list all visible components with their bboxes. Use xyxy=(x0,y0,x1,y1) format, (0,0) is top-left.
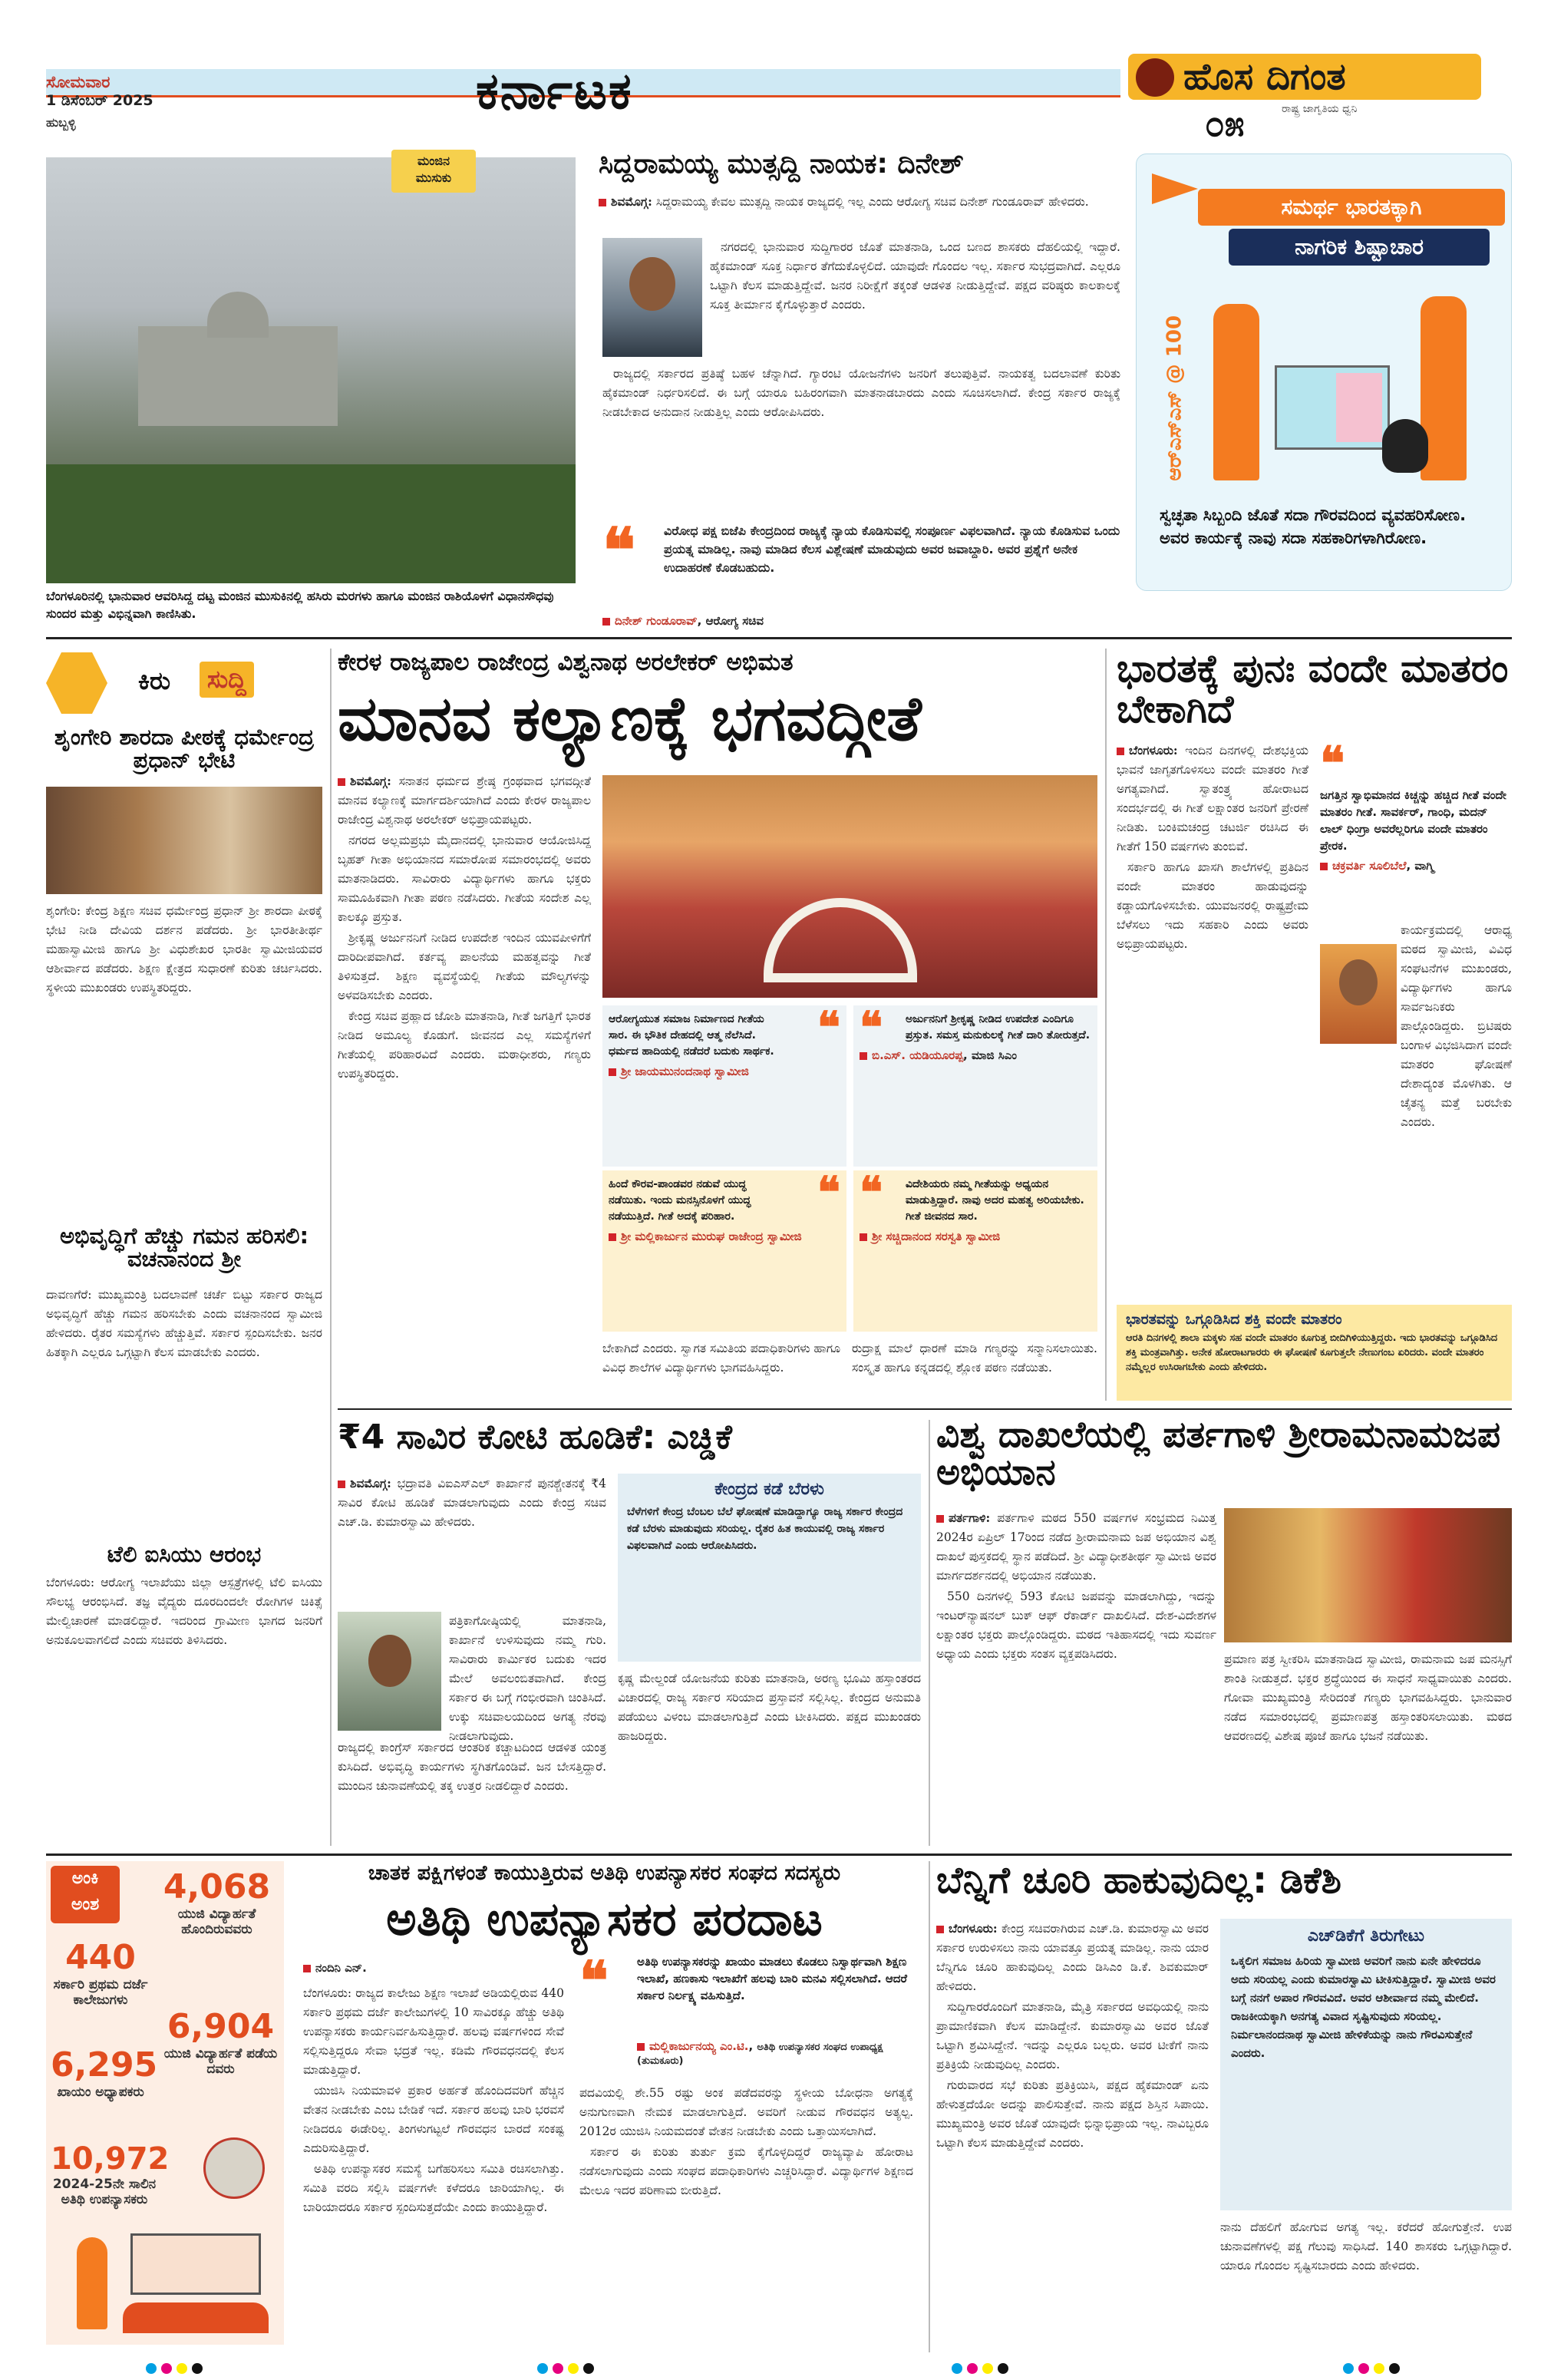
classroom-illustration xyxy=(54,2230,276,2337)
gita-p1: ಸನಾತನ ಧರ್ಮದ ಶ್ರೇಷ್ಠ ಗ್ರಂಥವಾದ ಭಗವದ್ಗೀತೆ ಮಾನವ ಕಲ್ಯಾಣಕ್ಕೆ ಮಾರ್ಗದರ್ಶಿಯಾಗಿದೆ ಎಂದು ಕೇರಳ ರಾಜ್ಯಪಾಲ ರಾಜೇಂದ್ರ ವಿಶ್ವನಾಥ ಅರಲೇಕರ್ ಅಭಿಪ್ರಾಯಪಟ್ಟರು. xyxy=(338,774,591,827)
dks-headline: ಬೆನ್ನಿಗೆ ಚೂರಿ ಹಾಕುವುದಿಲ್ಲ: ಡಿಕೆಶಿ xyxy=(936,1859,1341,1902)
guest-quote-text: ಅತಿಥಿ ಉಪನ್ಯಾಸಕರನ್ನು ಖಾಯಂ ಮಾಡಲು ಕೊಡಲು ನಿಸ್ವಾರ್ಥವಾಗಿ ಶಿಕ್ಷಣ ಇಲಾಖೆ, ಹಣಕಾಸು ಇಲಾಖೆಗೆ ಹಲವು ಬಾರಿ ಮನವಿ ಸಲ್ಲಿಸಲಾಗಿದೆ. ಆದರೆ ಸರ್ಕಾರ ನಿರ್ಲಕ್ಷ್ಯ ವಹಿಸುತ್ತಿದೆ. xyxy=(637,1955,908,2002)
hdk-p3: ರಾಜ್ಯದಲ್ಲಿ ಕಾಂಗ್ರೆಸ್ ಸರ್ಕಾರದ ಆಂತರಿಕ ಕಚ್ಚಾಟದಿಂದ ಆಡಳಿತ ಯಂತ್ರ ಕುಸಿದಿದೆ. ಅಭಿವೃದ್ಧಿ ಕಾರ್ಯಗಳು ಸ್ಥಗಿತಗೊಂಡಿವೆ. ಜನ ಬೇಸತ್ತಿದ್ದಾರೆ. ಮುಂದಿನ ಚುನಾವಣೆಯಲ್ಲಿ ತಕ್ಕ ಉತ್ತರ ನೀಡಲಿದ್ದಾರೆ ಎಂದರು. xyxy=(338,1741,606,1793)
kiru-col-2 xyxy=(46,1286,322,1535)
dinesh-quote-block xyxy=(602,514,1120,641)
kiru-a: ಕಿರು xyxy=(138,666,171,695)
portugal-headline: ವಿಶ್ವ ದಾಖಲೆಯಲ್ಲಿ ಪರ್ತಗಾಳಿ ಶ್ರೀರಾಮನಾಮಜಪ ಅಭಿಯಾನ xyxy=(936,1414,1501,1494)
vande-quote-text: ಜಗತ್ತಿನ ಸ್ವಾಭಿಮಾನದ ಕಿಚ್ಚನ್ನು ಹಚ್ಚಿದ ಗೀತೆ ವಂದೇ ಮಾತರಂ ಗೀತೆ. ಸಾವರ್ಕರ್, ಗಾಂಧಿ, ಮದನ್ ಲಾಲ್ ಧಿಂಗ್ರಾ ಅವರೆಲ್ಲರಿಗೂ ವಂದೇ ಮಾತರಂ ಪ್ರೇರಕ. xyxy=(1320,788,1506,853)
kiru-icon xyxy=(46,652,107,714)
dinesh-lead xyxy=(599,192,1120,213)
portugal-dateline: ಪರ್ತಗಾಳಿ: xyxy=(949,1510,991,1525)
hdk-headline: ₹4 ಸಾವಿರ ಕೋಟಿ ಹೂಡಿಕೆ: ಎಚ್ಡಿಕೆ xyxy=(338,1418,732,1457)
kiru-col-3 xyxy=(46,1573,322,1830)
gita-kicker: ಕೇರಳ ರಾಜ್ಯಪಾಲ ರಾಜೇಂದ್ರ ವಿಶ್ವನಾಥ ಅರಲೇಕರ್ ಅಭಿಮತ xyxy=(338,649,794,676)
teacher-icon xyxy=(77,2237,107,2329)
stat-1-num: 4,068 xyxy=(163,1867,271,1906)
campaign-title-1: ಸಮರ್ಥ ಭಾರತಕ್ಕಾಗಿ xyxy=(1198,189,1505,226)
quote-icon: ❝ xyxy=(602,514,636,586)
portrait-face xyxy=(629,257,675,311)
gita-p2: ನಗರದ ಅಲ್ಲಮಪ್ರಭು ಮೈದಾನದಲ್ಲಿ ಭಾನುವಾರ ಆಯೋಜಿಸಿದ್ದ ಬೃಹತ್ ಗೀತಾ ಅಭಿಯಾನದ ಸಮಾರೋಪ ಸಮಾರಂಭದಲ್ಲಿ ಅವರು ಮಾತನಾಡಿದರು. ಸಾವಿರಾರು ವಿದ್ಯಾರ್ಥಿಗಳು ಹಾಗೂ ಭಕ್ತರು ಸಾಮೂಹಿಕವಾಗಿ ಗೀತಾ ಪಠಣ ನಡೆಸಿದರು. ಗೀತೆಯ ಸಂದೇಶ ಎಲ್ಲ ಕಾಲಕ್ಕೂ ಪ್ರಸ್ತುತ. xyxy=(338,833,591,924)
dinesh-quote-by: ದಿನೇಶ್ ಗುಂಡೂರಾವ್, ಆರೋಗ್ಯ ಸಚಿವ xyxy=(602,614,764,628)
hdk-dateline: ಶಿವಮೊಗ್ಗ: xyxy=(350,1476,391,1490)
kiru-p3: ಬೆಂಗಳೂರು: ಆರೋಗ್ಯ ಇಲಾಖೆಯು ಜಿಲ್ಲಾ ಆಸ್ಪತ್ರೆಗಳಲ್ಲಿ ಟೆಲಿ ಐಸಿಯು ಸೌಲಭ್ಯ ಆರಂಭಿಸಿದೆ. ತಜ್ಞ ವೈದ್ಯರು ದೂರದಿಂದಲೇ ರೋಗಿಗಳ ಚಿಕಿತ್ಸೆ ಮೇಲ್ವಿಚಾರಣೆ ಮಾಡಲಿದ್ದಾರೆ. ಇದರಿಂದ ಗ್ರಾಮೀಣ ಭಾಗದ ಜನರಿಗೆ ಅನುಕೂಲವಾಗಲಿದೆ ಎಂದು ಸಚಿವರು ತಿಳಿಸಿದರು. xyxy=(46,1576,322,1647)
hdk-face xyxy=(368,1635,411,1687)
guest-p3: ಅತಿಥಿ ಉಪನ್ಯಾಸಕರ ಸಮಸ್ಯೆ ಬಗೆಹರಿಸಲು ಸಮಿತಿ ರಚಿಸಲಾಗಿತ್ತು. ಸಮಿತಿ ವರದಿ ಸಲ್ಲಿಸಿ ವರ್ಷಗಳೇ ಕಳೆದರೂ ಜಾರಿಯಾಗಿಲ್ಲ. ಈ ಬಾರಿಯಾದರೂ ಸರ್ಕಾರ ಸ್ಪಂದಿಸುತ್ತದೆಯೇ ಎಂದು ಕಾಯುತ್ತಿದ್ದಾರೆ. xyxy=(303,2162,564,2214)
cleaner-man-icon xyxy=(1213,304,1259,480)
stat-2-label: ಖಾಯಂ ಅಧ್ಯಾಪಕರು xyxy=(57,2085,144,2100)
q2-icon: ❝ xyxy=(860,1002,883,1053)
gita-q2-box xyxy=(853,1002,1097,1167)
vande-p2: ಸರ್ಕಾರಿ ಹಾಗೂ ಖಾಸಗಿ ಶಾಲೆಗಳಲ್ಲಿ ಪ್ರತಿದಿನ ವಂದೇ ಮಾತರಂ ಹಾಡುವುದನ್ನು ಕಡ್ಡಾಯಗೊಳಿಸಬೇಕು. ಯುವಜನರಲ್ಲಿ ರಾಷ್ಟ್ರಪ್ರೇಮ ಬೆಳೆಸಲು ಇದು ಸಹಕಾರಿ ಎಂದು ಅವರು ಅಭಿಪ್ರಾಯಪಟ್ಟರು. xyxy=(1117,860,1308,951)
vande-col-2 xyxy=(1320,921,1512,1301)
sringeri-photo xyxy=(46,787,322,894)
gita-col-1 xyxy=(338,771,591,1335)
kiru-b: ಸುದ್ದಿ xyxy=(200,662,254,698)
stat-3 xyxy=(161,2007,280,2077)
flag-icon xyxy=(1152,173,1198,204)
vrule-left xyxy=(330,649,332,1846)
gita-q4-box xyxy=(853,1167,1097,1332)
hdk-col-2 xyxy=(449,1612,606,1743)
vande-headline: ಭಾರತಕ್ಕೆ ಪುನಃ ವಂದೇ ಮಾತರಂ ಬೇಕಾಗಿದೆ xyxy=(1117,646,1509,731)
gita-dateline: ಶಿವಮೊಗ್ಗ: xyxy=(350,774,391,788)
dinesh-p3: ರಾಜ್ಯದಲ್ಲಿ ಸರ್ಕಾರದ ಪ್ರತಿಷ್ಠೆ ಬಹಳ ಚೆನ್ನಾಗಿದೆ. ಗ್ಯಾರಂಟಿ ಯೋಜನೆಗಳು ಜನರಿಗೆ ತಲುಪುತ್ತಿವೆ. ನಾಯಕತ್ವ ಬದಲಾವಣೆ ಕುರಿತು ಹೈಕಮಾಂಡ್ ನಿರ್ಧರಿಸಲಿದೆ. ಈ ಬಗ್ಗೆ ಯಾರೂ ಬಹಿರಂಗವಾಗಿ ಮಾತನಾಡಬಾರದು ಎಂದು ಸೂಚಿಸಲಾಗಿದೆ. ಕೇಂದ್ರ ಸರ್ಕಾರ ರಾಜ್ಯಕ್ಕೆ ನೀಡಬೇಕಾದ ಅನುದಾನ ನೀಡುತ್ತಿಲ್ಲ ಎಂದು ಆರೋಪಿಸಿದರು. xyxy=(602,367,1120,419)
guest-col-1 xyxy=(303,1984,564,2356)
kiru-p1: ಶೃಂಗೇರಿ: ಕೇಂದ್ರ ಶಿಕ್ಷಣ ಸಚಿವ ಧರ್ಮೇಂದ್ರ ಪ್ರಧಾನ್ ಶ್ರೀ ಶಾರದಾ ಪೀಠಕ್ಕೆ ಭೇಟಿ ನೀಡಿ ದೇವಿಯ ದರ್ಶನ ಪಡೆದರು. ಶ್ರೀ ಭಾರತೀತೀರ್ಥ ಮಹಾಸ್ವಾಮೀಜಿ ಹಾಗೂ ಶ್ರೀ ವಿಧುಶೇಖರ ಭಾರತೀ ಸ್ವಾಮೀಜಿಯವರ ಆಶೀರ್ವಾದ ಪಡೆದರು. ಶಿಕ್ಷಣ ಕ್ಷೇತ್ರದ ಸುಧಾರಣೆ ಕುರಿತು ಚರ್ಚಿಸಿದರು. ಸ್ಥಳೀಯ ಮುಖಂಡರು ಉಪಸ್ಥಿತರಿದ್ದರು. xyxy=(46,904,322,995)
stat-2 xyxy=(51,2045,158,2100)
masthead-city: ಹುಬ್ಬಳ್ಳಿ xyxy=(46,115,76,130)
dinesh-body xyxy=(710,238,1120,361)
dinesh-dateline: ಶಿವಮೊಗ್ಗ: xyxy=(611,194,652,209)
kiru-h2: ಅಭಿವೃದ್ಧಿಗೆ ಹೆಚ್ಚು ಗಮನ ಹರಿಸಲಿ: ವಚನಾನಂದ ಶ್ರೀ xyxy=(59,1223,309,1273)
q3-icon: ❝ xyxy=(817,1167,840,1218)
students-icon xyxy=(123,2302,269,2333)
campaign-text: ಸ್ವಚ್ಛತಾ ಸಿಬ್ಬಂದಿ ಜೊತೆ ಸದಾ ಗೌರವದಿಂದ ವ್ಯವಹರಿಸೋಣ. ಅವರ ಕಾರ್ಯಕ್ಕೆ ನಾವು ಸದಾ ಸಹಕಾರಿಗಳಾಗಿರೋಣ. xyxy=(1160,506,1467,547)
gita-q2: ಅರ್ಜುನನಿಗೆ ಶ್ರೀಕೃಷ್ಣ ನೀಡಿದ ಉಪದೇಶ ಎಂದಿಗೂ ಪ್ರಸ್ತುತ. ಸಮಸ್ತ ಮನುಕುಲಕ್ಕೆ ಗೀತೆ ದಾರಿ ತೋರುತ್ತದೆ. xyxy=(906,1013,1091,1041)
vrule-mid xyxy=(1105,649,1107,1401)
gita-col-5 xyxy=(602,1339,840,1401)
gita-p4: ಕೇಂದ್ರ ಸಚಿವ ಪ್ರಹ್ಲಾದ ಜೋಶಿ ಮಾತನಾಡಿ, ಗೀತೆ ಜಗತ್ತಿಗೆ ಭಾರತ ನೀಡಿದ ಅಮೂಲ್ಯ ಕೊಡುಗೆ. ಜೀವನದ ಎಲ್ಲ ಸಮಸ್ಯೆಗಳಿಗೆ ಗೀತೆಯಲ್ಲಿ ಪರಿಹಾರವಿದೆ ಎಂದರು. ಮಠಾಧೀಶರು, ಗಣ್ಯರು ಉಪಸ್ಥಿತರಿದ್ದರು. xyxy=(338,1009,591,1081)
stat-0-label: ಸರ್ಕಾರಿ ಪ್ರಥಮ ದರ್ಜೆ ಕಾಲೇಜುಗಳು xyxy=(53,1977,148,2008)
guest-quote-by: ಮಲ್ಲಿಕಾರ್ಜುನಯ್ಯ ಎಂ.ಟಿ., ಅತಿಥಿ ಉಪನ್ಯಾಸಕರ ಸಂಘದ ಉಪಾಧ್ಯಕ್ಷ (ತುಮಕೂರು) xyxy=(637,2039,883,2067)
dinesh-p2: ನಗರದಲ್ಲಿ ಭಾನುವಾರ ಸುದ್ದಿಗಾರರ ಜೊತೆ ಮಾತನಾಡಿ, ಒಂದ ಬಣದ ಶಾಸಕರು ದೆಹಲಿಯಲ್ಲಿ ಇದ್ದಾರೆ. ಹೈಕಮಾಂಡ್ ಸೂಕ್ತ ನಿರ್ಧಾರ ತೆಗೆದುಕೊಳ್ಳಲಿದೆ. ಯಾವುದೇ ಗೊಂದಲ ಇಲ್ಲ. ಸರ್ಕಾರ ಸುಭದ್ರವಾಗಿದೆ. ಎಲ್ಲರೂ ಒಟ್ಟಾಗಿ ಕೆಲಸ ಮಾಡುತ್ತಿದ್ದೇವೆ. ಜನರ ನಿರೀಕ್ಷೆಗೆ ತಕ್ಕಂತೆ ಆಡಳಿತ ನೀಡುತ್ತಿದ್ದೇವೆ. ಪಕ್ಷದ ವರಿಷ್ಠರು ಕಾಲಕಾಲಕ್ಕೆ ಸೂಕ್ತ ತೀರ್ಮಾನ ಕೈಗೊಳ್ಳುತ್ತಾರೆ ಎಂದರು. xyxy=(710,240,1120,312)
section-title: ಕರ್ನಾಟಕ xyxy=(476,61,633,120)
dinesh-quote: ವಿರೋಧ ಪಕ್ಷ ಬಿಜೆಪಿ ಕೇಂದ್ರದಿಂದ ರಾಜ್ಯಕ್ಕೆ ನ್ಯಾಯ ಕೊಡಿಸುವಲ್ಲಿ ಸಂಪೂರ್ಣ ವಿಫಲವಾಗಿದೆ. ನ್ಯಾಯ ಕೊಡಿಸುವ ಒಂದು ಪ್ರಯತ್ನ ಮಾಡಿಲ್ಲ. ನಾವು ಮಾಡಿದ ಕೆಲಸ ವಿಶ್ಲೇಷಣೆ ಮಾಡುವುದು ಅವರ ಜವಾಬ್ದಾರಿ. ಅವರ ಪ್ರಶ್ನೆಗೆ ಅನೇಕ ಉದಾಹರಣೆ ಕೊಡಬಹುದು. xyxy=(664,523,1120,575)
hdk-col-4 xyxy=(618,1669,921,1846)
vande-p3: ಕಾರ್ಯಕ್ರಮದಲ್ಲಿ ಆರಾಧ್ಯ ಮಠದ ಸ್ವಾಮೀಜಿ, ವಿವಿಧ ಸಂಘಟನೆಗಳ ಮುಖಂಡರು, ವಿದ್ಯಾರ್ಥಿಗಳು ಹಾಗೂ ಸಾರ್ವಜನಿಕರು ಪಾಲ್ಗೊಂಡಿದ್ದರು. ಬ್ರಿಟಿಷರು ಬಂಗಾಳ ವಿಭಜಿಸಿದಾಗ ವಂದೇ ಮಾತರಂ ಘೋಷಣೆ ದೇಶಾದ್ಯಂತ ಮೊಳಗಿತು. ಆ ಚೈತನ್ಯ ಮತ್ತೆ ಬರಬೇಕು ಎಂದರು. xyxy=(1401,923,1512,1129)
stat-3-label: ಯುಜಿ ವಿದ್ಯಾರ್ಹತೆ ಪಡೆಯ ದವರು xyxy=(163,2046,278,2077)
kiru-col xyxy=(46,902,322,1220)
cleaner-illustration xyxy=(1198,289,1497,492)
dinesh-portrait xyxy=(602,238,702,357)
dks-box-text: ಒಕ್ಕಲಿಗ ಸಮಾಜ ಹಿರಿಯ ಸ್ವಾಮೀಜಿ ಅವರಿಗೆ ನಾನು ಏನೇ ಹೇಳಿದರೂ ಅದು ಸರಿಯಲ್ಲ ಎಂದು ಕುಮಾರಸ್ವಾಮಿ ಟೀಕಿಸುತ್ತಿದ್ದಾರೆ. ಸ್ವಾಮೀಜಿ ಅವರ ಬಗ್ಗೆ ನನಗೆ ಅಪಾರ ಗೌರವವಿದೆ. ಅವರ ಆಶೀರ್ವಾದ ನಮ್ಮ ಮೇಲಿದೆ. ರಾಜಕೀಯಕ್ಕಾಗಿ ಅನಗತ್ಯ ವಿವಾದ ಸೃಷ್ಟಿಸುವುದು ಸರಿಯಲ್ಲ. ನಿರ್ಮಲಾನಂದನಾಥ ಸ್ವಾಮೀಜಿ ಹೇಳಿಕೆಯನ್ನು ನಾನು ಗೌರವಿಸುತ್ತೇನೆ ಎಂದರು. xyxy=(1231,1954,1496,2060)
portugal-photo xyxy=(1224,1508,1512,1642)
rule-1 xyxy=(46,637,1512,639)
gita-p3: ಶ್ರೀಕೃಷ್ಣ ಅರ್ಜುನನಿಗೆ ನೀಡಿದ ಉಪದೇಶ ಇಂದಿನ ಯುವಪೀಳಿಗೆಗೆ ದಾರಿದೀಪವಾಗಿದೆ. ಕರ್ತವ್ಯ ಪಾಲನೆಯ ಮಹತ್ವವನ್ನು ಗೀತೆ ತಿಳಿಸುತ್ತದೆ. ಶಿಕ್ಷಣ ವ್ಯವಸ್ಥೆಯಲ್ಲಿ ಗೀತೆಯ ಮೌಲ್ಯಗಳನ್ನು ಅಳವಡಿಸಬೇಕು ಎಂದರು. xyxy=(338,931,591,1002)
vande-col-1 xyxy=(1117,741,1308,1301)
portugal-col-1 xyxy=(936,1508,1216,1846)
stats-title: ಅಂಕಿ ಅಂಶ xyxy=(51,1866,120,1923)
stat-2-num: 6,295 xyxy=(51,2045,158,2085)
garden-shape xyxy=(46,464,576,583)
masthead-day: ಸೋಮವಾರ xyxy=(46,73,111,91)
kiru-p2: ದಾವಣಗೆರೆ: ಮುಖ್ಯಮಂತ್ರಿ ಬದಲಾವಣೆ ಚರ್ಚೆ ಬಿಟ್ಟು ಸರ್ಕಾರ ರಾಜ್ಯದ ಅಭಿವೃದ್ಧಿಗೆ ಹೆಚ್ಚು ಗಮನ ಹರಿಸಬೇಕು ಎಂದು ವಚನಾನಂದ ಸ್ವಾಮೀಜಿ ಹೇಳಿದರು. ರೈತರ ಸಮಸ್ಯೆಗಳು ಹೆಚ್ಚುತ್ತಿವೆ. ಸರ್ಕಾರ ಸ್ಪಂದಿಸಬೇಕು. ಜನರ ಹಿತಕ್ಕಾಗಿ ಎಲ್ಲರೂ ಒಗ್ಗಟ್ಟಾಗಿ ಕೆಲಸ ಮಾಡಬೇಕು ಎಂದರು. xyxy=(46,1288,322,1359)
hdk-box xyxy=(618,1474,921,1662)
gita-q3-box xyxy=(602,1167,846,1332)
govt-seal-icon xyxy=(203,2137,265,2199)
campaign-badge: ಆರ್‌ಎಸ್‌ಎಸ್ @ 100 xyxy=(1163,315,1186,481)
dks-p1: ಕೇಂದ್ರ ಸಚಿವರಾಗಿರುವ ಎಚ್.ಡಿ. ಕುಮಾರಸ್ವಾಮಿ ಅವರ ಸರ್ಕಾರ ಉರುಳಿಸಲು ನಾನು ಯಾವತ್ತೂ ಪ್ರಯತ್ನ ಮಾಡಿಲ್ಲ. ನಾನು ಯಾರ ಬೆನ್ನಿಗೂ ಚೂರಿ ಹಾಕುವುದಿಲ್ಲ ಎಂದು ಡಿಸಿಎಂ ಡಿ.ಕೆ. ಶಿವಕುಮಾರ್ ಹೇಳಿದರು. xyxy=(936,1922,1209,1993)
kiru-logo xyxy=(46,652,299,714)
hdk-p4: ಕೃಷ್ಣ ಮೇಲ್ದಂಡೆ ಯೋಜನೆಯ ಕುರಿತು ಮಾತನಾಡಿ, ಅರಣ್ಯ ಭೂಮಿ ಹಸ್ತಾಂತರದ ವಿಚಾರದಲ್ಲಿ ರಾಜ್ಯ ಸರ್ಕಾರ ಸರಿಯಾದ ಪ್ರಸ್ತಾವನೆ ಸಲ್ಲಿಸಿಲ್ಲ. ಕೇಂದ್ರದ ಅನುಮತಿ ಪಡೆಯಲು ವಿಳಂಬ ಮಾಡಲಾಗುತ್ತಿದೆ ಎಂದು ಟೀಕಿಸಿದರು. ಪಕ್ಷದ ಮುಖಂಡರು ಹಾಜರಿದ್ದರು. xyxy=(618,1672,921,1743)
guest-quote-icon: ❝ xyxy=(579,1949,609,2012)
bin-pink-icon xyxy=(1336,373,1382,442)
paper-tagline: ರಾಷ್ಟ್ರ ಜಾಗೃತಿಯ ಧ್ವನಿ xyxy=(1282,103,1358,115)
vrule-bottom xyxy=(929,1861,930,2352)
q4-icon: ❝ xyxy=(860,1167,883,1218)
rule-2 xyxy=(338,1408,1512,1410)
q1-icon: ❝ xyxy=(817,1002,840,1053)
vande-p1: ಇಂದಿನ ದಿನಗಳಲ್ಲಿ ದೇಶಭಕ್ತಿಯ ಭಾವನೆ ಜಾಗೃತಗೊಳಿಸಲು ವಂದೇ ಮಾತರಂ ಗೀತೆ ಅಗತ್ಯವಾಗಿದೆ. ಸ್ವಾತಂತ್ರ್ಯ ಹೋರಾಟದ ಸಂದರ್ಭದಲ್ಲಿ ಈ ಗೀತೆ ಲಕ್ಷಾಂತರ ಜನರಿಗೆ ಪ್ರೇರಣೆ ನೀಡಿತು. ಬಂಕಿಮಚಂದ್ರ ಚಟರ್ಜಿ ರಚಿಸಿದ ಈ ಗೀತೆಗೆ 150 ವರ್ಷಗಳು ತುಂಬಿವೆ. xyxy=(1117,744,1308,853)
stat-0-num: 440 xyxy=(65,1938,136,1977)
portugal-p3: ಪ್ರಮಾಣ ಪತ್ರ ಸ್ವೀಕರಿಸಿ ಮಾತನಾಡಿದ ಸ್ವಾಮೀಜಿ, ರಾಮನಾಮ ಜಪ ಮನಸ್ಸಿಗೆ ಶಾಂತಿ ನೀಡುತ್ತದೆ. ಭಕ್ತರ ಶ್ರದ್ಧೆಯಿಂದ ಈ ಸಾಧನೆ ಸಾಧ್ಯವಾಯಿತು ಎಂದರು. ಗೋವಾ ಮುಖ್ಯಮಂತ್ರಿ ಸೇರಿದಂತೆ ಗಣ್ಯರು ಭಾಗವಹಿಸಿದ್ದರು. ಭಾನುವಾರ ನಡೆದ ಸಮಾರಂಭದಲ್ಲಿ ಪ್ರಮಾಣಪತ್ರ ಹಸ್ತಾಂತರಿಸಲಾಯಿತು. ಮಠದ ಆವರಣದಲ್ಲಿ ವಿಶೇಷ ಪೂಜೆ ಹಾಗೂ ಭಜನೆ ನಡೆಯಿತು. xyxy=(1224,1652,1512,1743)
hdk-p1: ಭದ್ರಾವತಿ ವಿಐಎಸ್‌ಎಲ್ ಕಾರ್ಖಾನೆ ಪುನಶ್ಚೇತನಕ್ಕೆ ₹4 ಸಾವಿರ ಕೋಟಿ ಹೂಡಿಕೆ ಮಾಡಲಾಗುವುದು ಎಂದು ಕೇಂದ್ರ ಸಚಿವ ಎಚ್.ಡಿ. ಕುಮಾರಸ್ವಾಮಿ ಹೇಳಿದರು. xyxy=(338,1477,606,1529)
guest-headline: ಅತಿಥಿ ಉಪನ್ಯಾಸಕರ ಪರದಾಟ xyxy=(386,1893,823,1946)
paper-logo xyxy=(1128,45,1496,144)
guest-p4: ಪದವಿಯಲ್ಲಿ ಶೇ.55 ರಷ್ಟು ಅಂಕ ಪಡೆದವರನ್ನು ಸ್ಥಳೀಯ ಬೋಧನಾ ಅಗತ್ಯಕ್ಕೆ ಅನುಗುಣವಾಗಿ ನೇಮಕ ಮಾಡಲಾಗುತ್ತಿದೆ. ಅವರಿಗೆ ನೀಡುವ ಗೌರವಧನ ಅತ್ಯಲ್ಪ. 2012ರ ಯುಜಿಸಿ ನಿಯಮದಂತೆ ವೇತನ ನೀಡಬೇಕು ಎಂದು ಒತ್ತಾಯಿಸಲಾಗಿದೆ. xyxy=(579,2086,913,2138)
gita-p6: ರುದ್ರಾಕ್ಷ ಮಾಲೆ ಧಾರಣೆ ಮಾಡಿ ಗಣ್ಯರನ್ನು ಸನ್ಮಾನಿಸಲಾಯಿತು. ಸಂಸ್ಕೃತ ಹಾಗೂ ಕನ್ನಡದಲ್ಲಿ ಶ್ಲೋಕ ಪಠಣ ನಡೆಯಿತು. xyxy=(852,1342,1097,1375)
guest-kicker: ಚಾತಕ ಪಕ್ಷಿಗಳಂತೆ ಕಾಯುತ್ತಿರುವ ಅತಿಥಿ ಉಪನ್ಯಾಸಕರ ಸಂಘದ ಸದಸ್ಯರು xyxy=(368,1861,841,1885)
dinesh-body-2 xyxy=(602,365,1120,518)
stats-panel xyxy=(46,1861,284,2345)
vande-quote-by: ಚಕ್ರವರ್ತಿ ಸೂಲಿಬೆಲೆ, ವಾಗ್ಮಿ xyxy=(1320,859,1512,873)
gita-q4: ವಿದೇಶಿಯರು ನಮ್ಮ ಗೀತೆಯನ್ನು ಅಧ್ಯಯನ ಮಾಡುತ್ತಿದ್ದಾರೆ. ನಾವು ಅದರ ಮಹತ್ವ ಅರಿಯಬೇಕು. ಗೀತೆ ಜೀವನದ ಸಾರ. xyxy=(906,1178,1084,1223)
campaign-box xyxy=(1136,153,1512,591)
gita-q1-box xyxy=(602,1002,846,1167)
gita-headline: ಮಾನವ ಕಲ್ಯಾಣಕ್ಕೆ ಭಗವದ್ಗೀತೆ xyxy=(338,683,922,754)
rule-3 xyxy=(46,1853,1512,1856)
campaign-title-2: ನಾಗರಿಕ ಶಿಷ್ಟಾಚಾರ xyxy=(1229,229,1490,266)
guest-byline: ನಂದಿನಿ ಎನ್. xyxy=(303,1961,367,1975)
vande-box-title: ಭಾರತವನ್ನು ಒಗ್ಗೂಡಿಸಿದ ಶಕ್ತಿ ವಂದೇ ಮಾತರಂ xyxy=(1126,1311,1342,1328)
stat-0 xyxy=(51,1938,150,2008)
stage-garland xyxy=(764,898,917,982)
dks-dateline: ಬೆಂಗಳೂರು: xyxy=(949,1921,998,1936)
guest-p1: ಬೆಂಗಳೂರು: ರಾಜ್ಯದ ಕಾಲೇಜು ಶಿಕ್ಷಣ ಇಲಾಖೆ ಅಡಿಯಲ್ಲಿರುವ 440 ಸರ್ಕಾರಿ ಪ್ರಥಮ ದರ್ಜೆ ಕಾಲೇಜುಗಳಲ್ಲಿ 10 ಸಾವಿರಕ್ಕೂ ಹೆಚ್ಚು ಅತಿಥಿ ಉಪನ್ಯಾಸಕರು ಕಾರ್ಯನಿರ್ವಹಿಸುತ್ತಿದ್ದಾರೆ. ಹಲವು ವರ್ಷಗಳಿಂದ ಸೇವೆ ಸಲ್ಲಿಸುತ್ತಿದ್ದರೂ ಸೇವಾ ಭದ್ರತೆ ಇಲ್ಲ. ಕಡಿಮೆ ಗೌರವಧನದಲ್ಲಿ ಕೆಲಸ ಮಾಡುತ್ತಿದ್ದಾರೆ. xyxy=(303,1986,564,2077)
dks-col-2 xyxy=(1220,2218,1512,2356)
reg-marks-4 xyxy=(1343,2363,1400,2374)
stat-4-label: 2024-25ನೇ ಸಾಲಿನ ಅತಿಥಿ ಉಪನ್ಯಾಸಕರು xyxy=(52,2177,157,2207)
dinesh-p1: ಸಿದ್ದರಾಮಯ್ಯ ಕೇವಲ ಮುತ್ಸದ್ದಿ ನಾಯಕ ರಾಜ್ಯದಲ್ಲಿ ಇಲ್ಲ ಎಂದು ಆರೋಗ್ಯ ಸಚಿವ ದಿನೇಶ್ ಗುಂಡೂರಾವ್ ಹೇಳಿದರು. xyxy=(655,195,1089,209)
stat-3-num: 6,904 xyxy=(167,2007,275,2046)
campaign-banner xyxy=(1198,189,1505,273)
masthead xyxy=(0,0,1541,146)
reg-marks-1 xyxy=(146,2363,203,2374)
guest-p5: ಸರ್ಕಾರ ಈ ಕುರಿತು ತುರ್ತು ಕ್ರಮ ಕೈಗೊಳ್ಳದಿದ್ದರೆ ರಾಜ್ಯವ್ಯಾಪಿ ಹೋರಾಟ ನಡೆಸಲಾಗುವುದು ಎಂದು ಸಂಘದ ಪದಾಧಿಕಾರಿಗಳು ಎಚ್ಚರಿಸಿದ್ದಾರೆ. ವಿದ್ಯಾರ್ಥಿಗಳ ಶಿಕ್ಷಣದ ಮೇಲೂ ಇದರ ಪರಿಣಾಮ ಬೀರುತ್ತಿದೆ. xyxy=(579,2145,913,2197)
dome-shape xyxy=(207,292,269,338)
stat-4 xyxy=(51,2141,170,2207)
dks-box-title: ಎಚ್‌ಡಿಕೆಗೆ ತಿರುಗೇಟು xyxy=(1307,1926,1425,1946)
dks-p4: ನಾನು ದೆಹಲಿಗೆ ಹೋಗುವ ಅಗತ್ಯ ಇಲ್ಲ. ಕರೆದರೆ ಹೋಗುತ್ತೇನೆ. ಉಪ ಚುನಾವಣೆಗಳಲ್ಲಿ ಪಕ್ಷ ಗೆಲುವು ಸಾಧಿಸಿದೆ. 140 ಶಾಸಕರು ಒಗ್ಗಟ್ಟಾಗಿದ್ದಾರೆ. ಯಾರೂ ಗೊಂದಲ ಸೃಷ್ಟಿಸಬಾರದು ಎಂದು ಹೇಳಿದರು. xyxy=(1220,2220,1512,2273)
stat-4-num: 10,972 xyxy=(51,2141,170,2177)
photo-tag xyxy=(391,150,476,193)
vrule-lower xyxy=(929,1420,930,1846)
garbage-bag-icon xyxy=(1382,419,1428,473)
board-icon xyxy=(130,2233,261,2295)
dks-p2: ಸುದ್ದಿಗಾರರೊಂದಿಗೆ ಮಾತನಾಡಿ, ಮೈತ್ರಿ ಸರ್ಕಾರದ ಅವಧಿಯಲ್ಲಿ ನಾನು ಪ್ರಾಮಾಣಿಕವಾಗಿ ಕೆಲಸ ಮಾಡಿದ್ದೇನೆ. ಕುಮಾರಸ್ವಾಮಿ ಅವರ ಜೊತೆ ಒಟ್ಟಾಗಿ ಶ್ರಮಿಸಿದ್ದೇನೆ. ಇದನ್ನು ಎಲ್ಲರೂ ಬಲ್ಲರು. ಅವರ ಟೀಕೆಗೆ ನಾನು ಪ್ರತಿಕ್ರಿಯೆ ನೀಡುವುದಿಲ್ಲ ಎಂದರು. xyxy=(936,2000,1209,2071)
hdk-p2: ಪತ್ರಿಕಾಗೋಷ್ಠಿಯಲ್ಲಿ ಮಾತನಾಡಿ, ಕಾರ್ಖಾನೆ ಉಳಿಸುವುದು ನಮ್ಮ ಗುರಿ. ಸಾವಿರಾರು ಕಾರ್ಮಿಕರ ಬದುಕು ಇದರ ಮೇಲೆ ಅವಲಂಬಿತವಾಗಿದೆ. ಕೇಂದ್ರ ಸರ್ಕಾರ ಈ ಬಗ್ಗೆ ಗಂಭೀರವಾಗಿ ಚಿಂತಿಸಿದೆ. ಉಕ್ಕು ಸಚಿವಾಲಯದಿಂದ ಅಗತ್ಯ ನೆರವು ನೀಡಲಾಗುವುದು. xyxy=(449,1614,606,1743)
gita-q1-by: ಶ್ರೀ ಜಾಯಮುನಂದನಾಥ ಸ್ವಾಮೀಜಿ xyxy=(609,1065,840,1078)
kiru-h3: ಟೆಲಿ ಐಸಿಯು ಆರಂಭ xyxy=(107,1541,262,1567)
gita-q1: ಆರೋಗ್ಯಯುತ ಸಮಾಜ ನಿರ್ಮಾಣದ ಗೀತೆಯ ಸಾರ. ಈ ಭೌತಿಕ ದೇಹದಲ್ಲಿ ಆತ್ಮ ನೆಲೆಸಿದೆ. ಧರ್ಮದ ಹಾದಿಯಲ್ಲಿ ನಡೆದರೆ ಬದುಕು ಸಾರ್ಥಕ. xyxy=(609,1013,774,1058)
vande-dateline: ಬೆಂಗಳೂರು: xyxy=(1129,743,1178,758)
dateline-marker xyxy=(599,199,606,206)
reg-marks-3 xyxy=(952,2363,1008,2374)
dks-col-1 xyxy=(936,1919,1209,2356)
masthead-date-block xyxy=(46,73,246,130)
gita-photo xyxy=(602,775,1097,998)
reg-marks-2 xyxy=(537,2363,594,2374)
fog-photo xyxy=(46,157,576,583)
vande-box-text: ಆರತಿ ದಿನಗಳಲ್ಲಿ ಶಾಲಾ ಮಕ್ಕಳು ಸಹ ವಂದೇ ಮಾತರಂ ಕೂಗುತ್ತ ಬೀದಿಗಿಳಿಯುತ್ತಿದ್ದರು. ಇದು ಭಾರತವನ್ನು ಒಗ್ಗೂಡಿಸಿದ ಶಕ್ತಿ ಮಂತ್ರವಾಗಿತ್ತು. ಅನೇಕ ಹೋರಾಟಗಾರರು ಈ ಘೋಷಣೆ ಕೂಗುತ್ತಲೇ ನೇಣುಗಂಬ ಏರಿದರು. ವಂದೇ ಮಾತರಂ ನಮ್ಮೆಲ್ಲರ ಉಸಿರಾಗಬೇಕು ಎಂದು ಹೇಳಿದರು. xyxy=(1126,1332,1498,1373)
page-number: ೦೫ xyxy=(1205,103,1245,144)
masthead-date: 1 ಡಿಸೆಂಬರ್ 2025 xyxy=(46,92,153,109)
photo-tag-text: ಮಂಜಿನ ಮುಸುಕು xyxy=(415,153,452,185)
stat-1 xyxy=(153,1867,280,1937)
vande-quote-icon: ❝ xyxy=(1320,737,1345,791)
gita-q3-by: ಶ್ರೀ ಮಲ್ಲಿಕಾರ್ಜುನ ಮುರುಘ ರಾಜೇಂದ್ರ ಸ್ವಾಮೀಜಿ xyxy=(609,1230,840,1243)
vande-box xyxy=(1117,1305,1512,1401)
guest-quote xyxy=(579,1949,913,2068)
gita-p5: ಬೇಕಾಗಿದೆ ಎಂದರು. ಸ್ವಾಗತ ಸಮಿತಿಯ ಪದಾಧಿಕಾರಿಗಳು ಹಾಗೂ ವಿವಿಧ ಶಾಲೆಗಳ ವಿದ್ಯಾರ್ಥಿಗಳು ಭಾಗವಹಿಸಿದ್ದರು. xyxy=(602,1342,840,1375)
gita-quote-grid xyxy=(602,1002,1097,1332)
dinesh-headline: ಸಿದ್ದರಾಮಯ್ಯ ಮುತ್ಸದ್ದಿ ನಾಯಕ: ದಿನೇಶ್ xyxy=(599,148,964,180)
kiru-h1: ಶೃಂಗೇರಿ ಶಾರದಾ ಪೀಠಕ್ಕೆ ಧರ್ಮೇಂದ್ರ ಪ್ರಧಾನ್ ಭೇಟಿ xyxy=(54,724,315,774)
logo-emblem-icon xyxy=(1136,58,1174,97)
stat-1-label: ಯುಜಿ ವಿದ್ಯಾರ್ಹತೆ ಹೊಂದಿರುವವರು xyxy=(177,1906,256,1937)
dks-p3: ಗುರುವಾರದ ಸಭೆ ಕುರಿತು ಪ್ರತಿಕ್ರಿಯಿಸಿ, ಪಕ್ಷದ ಹೈಕಮಾಂಡ್ ಏನು ಹೇಳುತ್ತದೆಯೋ ಅದನ್ನು ಪಾಲಿಸುತ್ತೇವೆ. ನಾನು ಪಕ್ಷದ ಶಿಸ್ತಿನ ಸಿಪಾಯಿ. ಮುಖ್ಯಮಂತ್ರಿ ಅವರ ಜೊತೆ ಯಾವುದೇ ಭಿನ್ನಾಭಿಪ್ರಾಯ ಇಲ್ಲ. ನಾವಿಬ್ಬರೂ ಒಟ್ಟಾಗಿ ಕೆಲಸ ಮಾಡುತ್ತಿದ್ದೇವೆ ಎಂದರು. xyxy=(936,2078,1209,2150)
vande-quote xyxy=(1320,737,1512,913)
portugal-p2: 550 ದಿನಗಳಲ್ಲಿ 593 ಕೋಟಿ ಜಪವನ್ನು ಮಾಡಲಾಗಿದ್ದು, ಇದನ್ನು ಇಂಟರ್‌ನ್ಯಾಷನಲ್ ಬುಕ್ ಆಫ್ ರೆಕಾರ್ಡ್ ದಾಖಲಿಸಿದೆ. ದೇಶ-ವಿದೇಶಗಳ ಲಕ್ಷಾಂತರ ಭಕ್ತರು ಪಾಲ್ಗೊಂಡಿದ್ದರು. ಮಠದ ಇತಿಹಾಸದಲ್ಲಿ ಇದು ಸುವರ್ಣ ಅಧ್ಯಾಯ ಎಂದು ಭಕ್ತರು ಸಂತಸ ವ್ಯಕ್ತಪಡಿಸಿದರು. xyxy=(936,1589,1216,1661)
paper-name: ಹೊಸ ದಿಗಂತ xyxy=(1183,55,1346,98)
hdk-col-3 xyxy=(338,1738,606,1846)
hdk-col-1 xyxy=(338,1474,606,1608)
gita-q3: ಹಿಂದೆ ಕೌರವ-ಪಾಂಡವರ ನಡುವೆ ಯುದ್ಧ ನಡೆಯಿತು. ಇಂದು ಮನಸ್ಸಿನೊಳಗೆ ಯುದ್ಧ ನಡೆಯುತ್ತಿದೆ. ಗೀತೆ ಅದಕ್ಕೆ ಪರಿಹಾರ. xyxy=(609,1178,751,1223)
gita-col-6 xyxy=(852,1339,1097,1401)
guest-p2: ಯುಜಿಸಿ ನಿಯಮಾವಳಿ ಪ್ರಕಾರ ಅರ್ಹತೆ ಹೊಂದಿದವರಿಗೆ ಹೆಚ್ಚಿನ ವೇತನ ನೀಡಬೇಕು ಎಂಬ ಬೇಡಿಕೆ ಇದೆ. ಸರ್ಕಾರ ಹಲವು ಬಾರಿ ಭರವಸೆ ನೀಡಿದರೂ ಈಡೇರಿಲ್ಲ. ತಿಂಗಳುಗಟ್ಟಲೆ ಗೌರವಧನ ಬಾರದೆ ಸಂಕಷ್ಟ ಎದುರಿಸುತ್ತಿದ್ದಾರೆ. xyxy=(303,2084,564,2155)
photo-caption: ಬೆಂಗಳೂರಿನಲ್ಲಿ ಭಾನುವಾರ ಆವರಿಸಿದ್ದ ದಟ್ಟ ಮಂಜಿನ ಮುಸುಕಿನಲ್ಲಿ ಹಸಿರು ಮರಗಳು ಹಾಗೂ ಮಂಜಿನ ರಾಶಿಯೊಳಗೆ ವಿಧಾನಸೌಧವು ಸುಂದರ ಮತ್ತು ವಿಭಿನ್ನವಾಗಿ ಕಾಣಿಸಿತು. xyxy=(46,589,554,621)
hdk-box-text: ಬೆಳೆಗಳಿಗೆ ಕೇಂದ್ರ ಬೆಂಬಲ ಬೆಲೆ ಘೋಷಣೆ ಮಾಡಿದ್ದಾಗ್ಯೂ ರಾಜ್ಯ ಸರ್ಕಾರ ಕೇಂದ್ರದ ಕಡೆ ಬೆರಳು ಮಾಡುವುದು ಸರಿಯಲ್ಲ. ರೈತರ ಹಿತ ಕಾಯುವಲ್ಲಿ ರಾಜ್ಯ ಸರ್ಕಾರ ವಿಫಲವಾಗಿದೆ ಎಂದು ಆರೋಪಿಸಿದರು. xyxy=(627,1506,903,1552)
hdk-box-title: ಕೇಂದ್ರದ ಕಡೆ ಬೆರಳು xyxy=(714,1480,824,1499)
gita-q2-by: ಬಿ.ಎಸ್. ಯಡಿಯೂರಪ್ಪ, ಮಾಜಿ ಸಿಎಂ xyxy=(860,1048,1091,1062)
hdk-photo xyxy=(338,1612,441,1731)
guest-col-2 xyxy=(579,2084,913,2356)
vidhana-soudha-shape xyxy=(138,326,338,426)
gita-q4-by: ಶ್ರೀ ಸಚ್ಚಿದಾನಂದ ಸರಸ್ವತಿ ಸ್ವಾಮೀಜಿ xyxy=(860,1230,1091,1243)
portugal-col-2 xyxy=(1224,1650,1512,1846)
portugal-p1: ಪರ್ತಗಾಳಿ ಮಠದ 550 ವರ್ಷಗಳ ಸಂಭ್ರಮದ ನಿಮಿತ್ತ 2024ರ ಏಪ್ರಿಲ್ 17ರಿಂದ ನಡೆದ ಶ್ರೀರಾಮನಾಮ ಜಪ ಅಭಿಯಾನ ವಿಶ್ವ ದಾಖಲೆ ಪುಸ್ತಕದಲ್ಲಿ ಸ್ಥಾನ ಪಡೆದಿದೆ. ಶ್ರೀ ವಿದ್ಯಾಧೀಶತೀರ್ಥ ಸ್ವಾಮೀಜಿ ಅವರ ಮಾರ್ಗದರ್ಶನದಲ್ಲಿ ಅಭಿಯಾನ ನಡೆಯಿತು. xyxy=(936,1511,1216,1583)
dks-box xyxy=(1220,1919,1512,2210)
